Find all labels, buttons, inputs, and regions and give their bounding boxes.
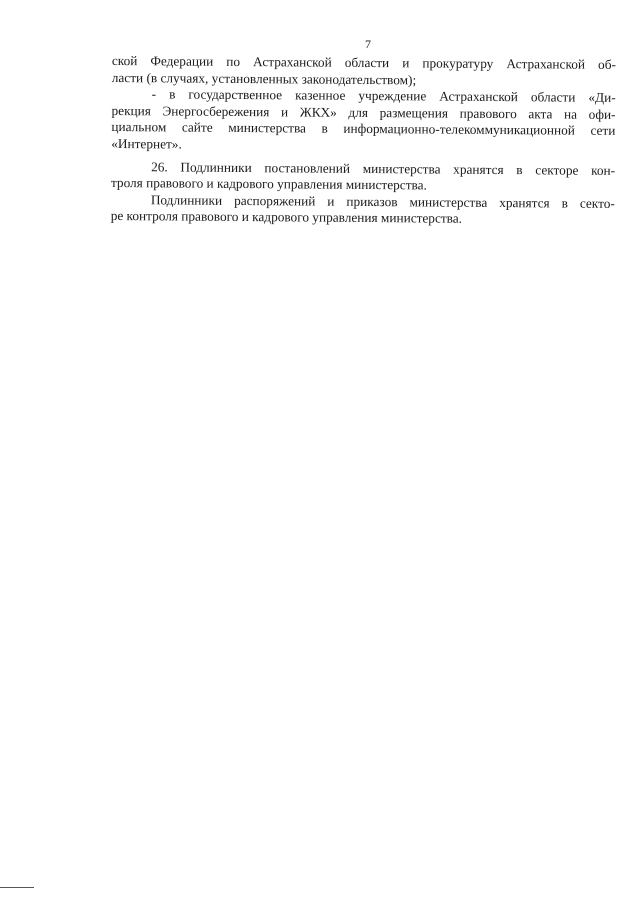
text-line: - в государственное казенное учреждение Астраханской области «Ди-	[151, 86, 616, 106]
text-line: 26. Подлинники постановлений министерства хранятся в секторе кон-	[151, 158, 616, 178]
text-line: Подлинники распоряжений и приказов министерства хранятся в секто-	[150, 192, 615, 211]
text-line: рекция Энергосбережения и ЖКХ» для размещения правового акта на офи-	[111, 102, 616, 122]
text-line: ласти (в случаях, установленных законодательством);	[111, 69, 417, 87]
text-line: троля правового и кадрового управления министерства.	[110, 175, 427, 193]
document-body	[111, 53, 616, 229]
footer-rule	[0, 887, 34, 888]
text-line: ской Федерации по Астраханской области и прокуратуру Астраханской об-	[111, 53, 616, 72]
text-line: «Интернет».	[111, 135, 182, 152]
page-number: 7	[365, 37, 371, 51]
text-line: циальном сайте министерства в информационно-телекоммуникационной сети	[111, 119, 616, 139]
text-line: ре контроля правового и кадрового управления министерства.	[110, 208, 463, 227]
